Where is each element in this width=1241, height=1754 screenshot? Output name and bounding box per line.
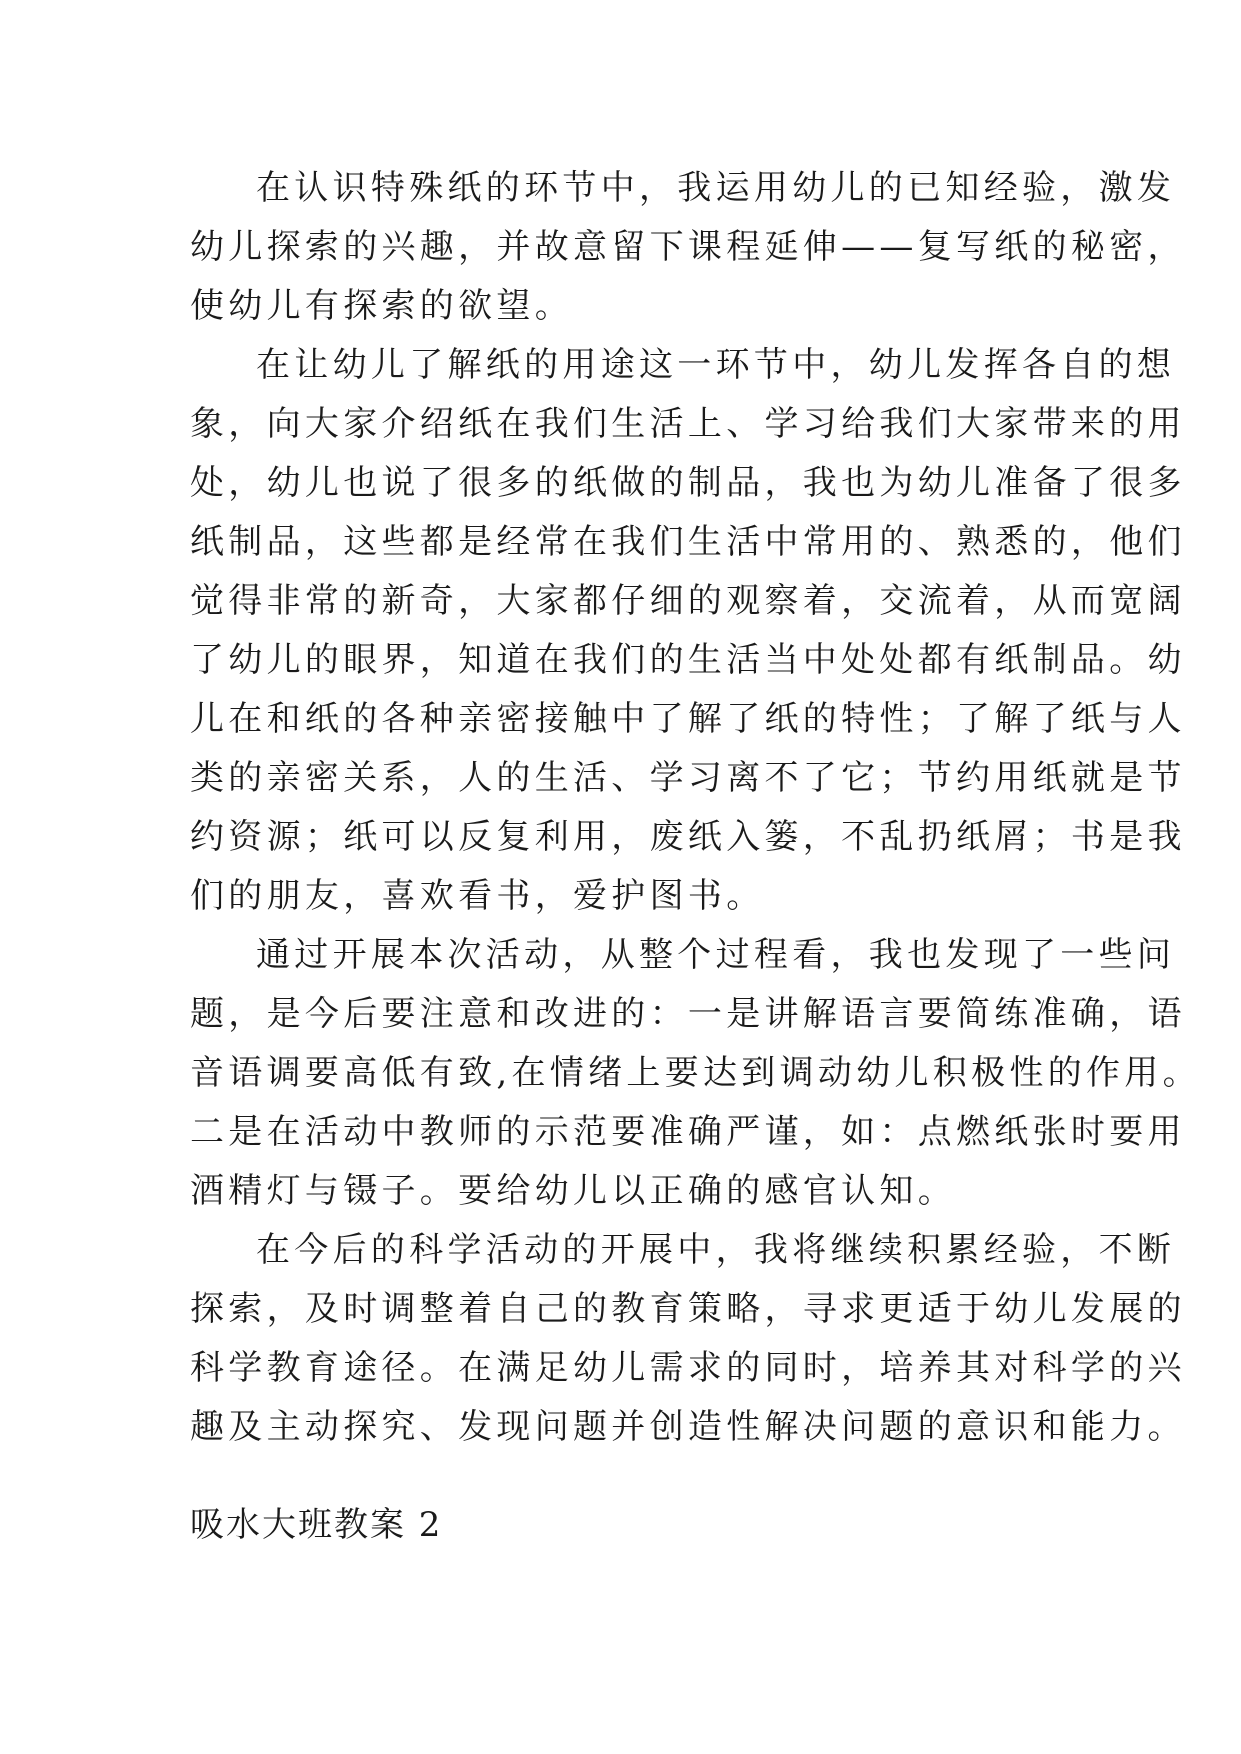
- paragraph-line: 探索，及时调整着自己的教育策略，寻求更适于幼儿发展的: [190, 1289, 1186, 1329]
- paragraph-line: 觉得非常的新奇，大家都仔细的观察着，交流着，从而宽阔: [190, 581, 1186, 621]
- paragraph-line: 酒精灯与镊子。要给幼儿以正确的感官认知。: [190, 1171, 956, 1211]
- paragraph-4: [190, 1221, 1186, 1457]
- document-body: [190, 159, 1201, 1457]
- paragraph-line: 儿在和纸的各种亲密接触中了解了纸的特性；了解了纸与人: [190, 699, 1186, 739]
- paragraph-2: [190, 336, 1186, 926]
- paragraph-line: 通过开展本次活动，从整个过程看，我也发现了一些问: [256, 935, 1176, 975]
- paragraph-1: [190, 159, 1186, 336]
- paragraph-3: [190, 926, 1201, 1221]
- paragraph-line: 题，是今后要注意和改进的：一是讲解语言要简练准确，语: [190, 994, 1186, 1034]
- paragraph-line: 了幼儿的眼界，知道在我们的生活当中处处都有纸制品。幼: [190, 640, 1186, 680]
- paragraph-line: 幼儿探索的兴趣，并故意留下课程延伸——复写纸的秘密，: [190, 227, 1186, 267]
- paragraph-line: 在今后的科学活动的开展中，我将继续积累经验，不断: [256, 1230, 1176, 1270]
- paragraph-line: 类的亲密关系，人的生活、学习离不了它；节约用纸就是节: [190, 758, 1186, 798]
- paragraph-line: 们的朋友，喜欢看书，爱护图书。: [190, 876, 765, 916]
- paragraph-line: 象，向大家介绍纸在我们生活上、学习给我们大家带来的用: [190, 404, 1186, 444]
- paragraph-line: 趣及主动探究、发现问题并创造性解决问题的意识和能力。: [190, 1407, 1186, 1447]
- paragraph-line: 约资源；纸可以反复利用，废纸入篓，不乱扔纸屑；书是我: [190, 817, 1186, 857]
- paragraph-line: 科学教育途径。在满足幼儿需求的同时，培养其对科学的兴: [190, 1348, 1186, 1388]
- paragraph-line: 处，幼儿也说了很多的纸做的制品，我也为幼儿准备了很多: [190, 463, 1186, 503]
- paragraph-line: 纸制品，这些都是经常在我们生活中常用的、熟悉的，他们: [190, 522, 1186, 562]
- paragraph-line: 音语调要高低有致,在情绪上要达到调动幼儿积极性的作用。: [190, 1053, 1201, 1093]
- paragraph-line: 二是在活动中教师的示范要准确严谨，如：点燃纸张时要用: [190, 1112, 1186, 1152]
- section-heading: 吸水大班教案 2: [190, 1505, 443, 1545]
- paragraph-line: 在认识特殊纸的环节中，我运用幼儿的已知经验，激发: [256, 168, 1176, 208]
- paragraph-line: 使幼儿有探索的欲望。: [190, 286, 573, 326]
- paragraph-line: 在让幼儿了解纸的用途这一环节中，幼儿发挥各自的想: [256, 345, 1176, 385]
